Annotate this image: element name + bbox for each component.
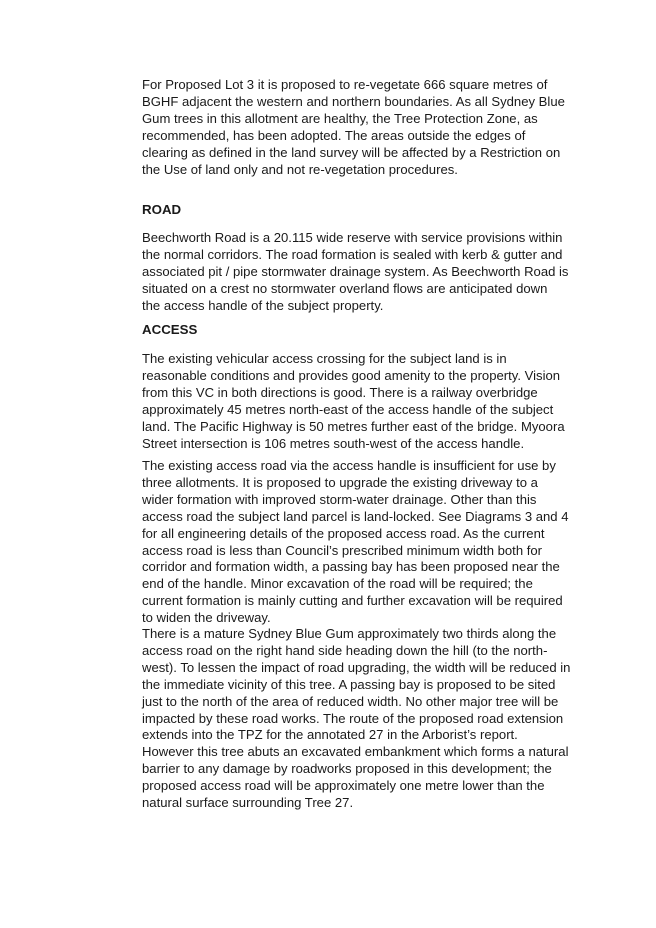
text-line: barrier to any damage by roadworks proposed in this development; the (142, 761, 552, 777)
access-paragraph-1 (142, 351, 582, 452)
text-line: The existing vehicular access crossing for the subject land is in (142, 351, 507, 366)
text-line: There is a mature Sydney Blue Gum approximately two thirds along the (142, 626, 557, 641)
text-line: reasonable conditions and provides good amenity to the property. Vision (142, 367, 561, 383)
text-line: situated on a crest no stormwater overland flows are anticipated down (142, 280, 548, 296)
text-line: associated pit / pipe stormwater drainage system. As Beechworth Road is (142, 263, 569, 279)
text-line: the access handle of the subject property. (142, 297, 384, 313)
text-line: extends into the TPZ for the annotated 27 in the Arborist’s report. (142, 727, 518, 743)
text-line: west). To lessen the impact of road upgrading, the width will be reduced in (142, 659, 571, 675)
text-line: land. The Pacific Highway is 50 metres further east of the bridge. Myoora (142, 418, 565, 434)
text-line: the normal corridors. The road formation is sealed with kerb & gutter and (142, 246, 563, 262)
text-line: access road on the right hand side heading down the hill (to the north- (142, 642, 548, 658)
text-line: the Use of land only and not re-vegetation procedures. (142, 161, 458, 177)
text-line: to widen the driveway. (142, 610, 271, 626)
text-line: end of the handle. Minor excavation of the road will be required; the (142, 576, 533, 592)
text-line: clearing as defined in the land survey will be affected by a Restriction on (142, 144, 561, 160)
text-line: However this tree abuts an excavated embankment which forms a natural (142, 744, 569, 760)
text-line: three allotments. It is proposed to upgrade the existing driveway to a (142, 474, 538, 490)
text-line: Beechworth Road is a 20.115 wide reserve with service provisions within (142, 230, 563, 245)
access-paragraph-3 (142, 626, 582, 812)
text-line: for all engineering details of the proposed access road. As the current (142, 525, 545, 541)
intro-paragraph (142, 77, 582, 178)
text-line: access road the subject land parcel is land-locked. See Diagrams 3 and 4 (142, 508, 569, 524)
text-line: The existing access road via the access handle is insufficient for use by (142, 458, 556, 473)
text-line: the immediate vicinity of this tree. A passing bay is proposed to be sited (142, 676, 556, 692)
text-line: current formation is mainly cutting and further excavation will be required (142, 593, 563, 609)
text-line: corridor and formation width, a passing bay has been proposed near the (142, 559, 560, 575)
text-line: impacted by these road works. The route of the proposed road extension (142, 710, 564, 726)
text-line: Street intersection is 106 metres south-west of the access handle. (142, 435, 525, 451)
text-line: just to the north of the area of reduced width. No other major tree will be (142, 693, 559, 709)
text-line: natural surface surrounding Tree 27. (142, 795, 354, 811)
text-line: recommended, has been adopted. The areas outside the edges of (142, 127, 526, 143)
text-line: proposed access road will be approximately one metre lower than the (142, 778, 545, 794)
text-line: BGHF adjacent the western and northern boundaries. As all Sydney Blue (142, 93, 565, 109)
text-line: approximately 45 metres north-east of the access handle of the subject (142, 401, 554, 417)
text-line: from this VC in both directions is good. There is a railway overbridge (142, 384, 538, 400)
access-heading: ACCESS (142, 322, 198, 337)
text-line: For Proposed Lot 3 it is proposed to re-vegetate 666 square metres of (142, 77, 548, 92)
road-heading: ROAD (142, 202, 182, 217)
text-line: access road is less than Council’s prescribed minimum width both for (142, 542, 543, 558)
access-paragraph-2 (142, 458, 582, 627)
text-line: Gum trees in this allotment are healthy, the Tree Protection Zone, as (142, 110, 538, 126)
road-paragraph (142, 230, 582, 315)
text-line: wider formation with improved storm-water drainage. Other than this (142, 491, 537, 507)
